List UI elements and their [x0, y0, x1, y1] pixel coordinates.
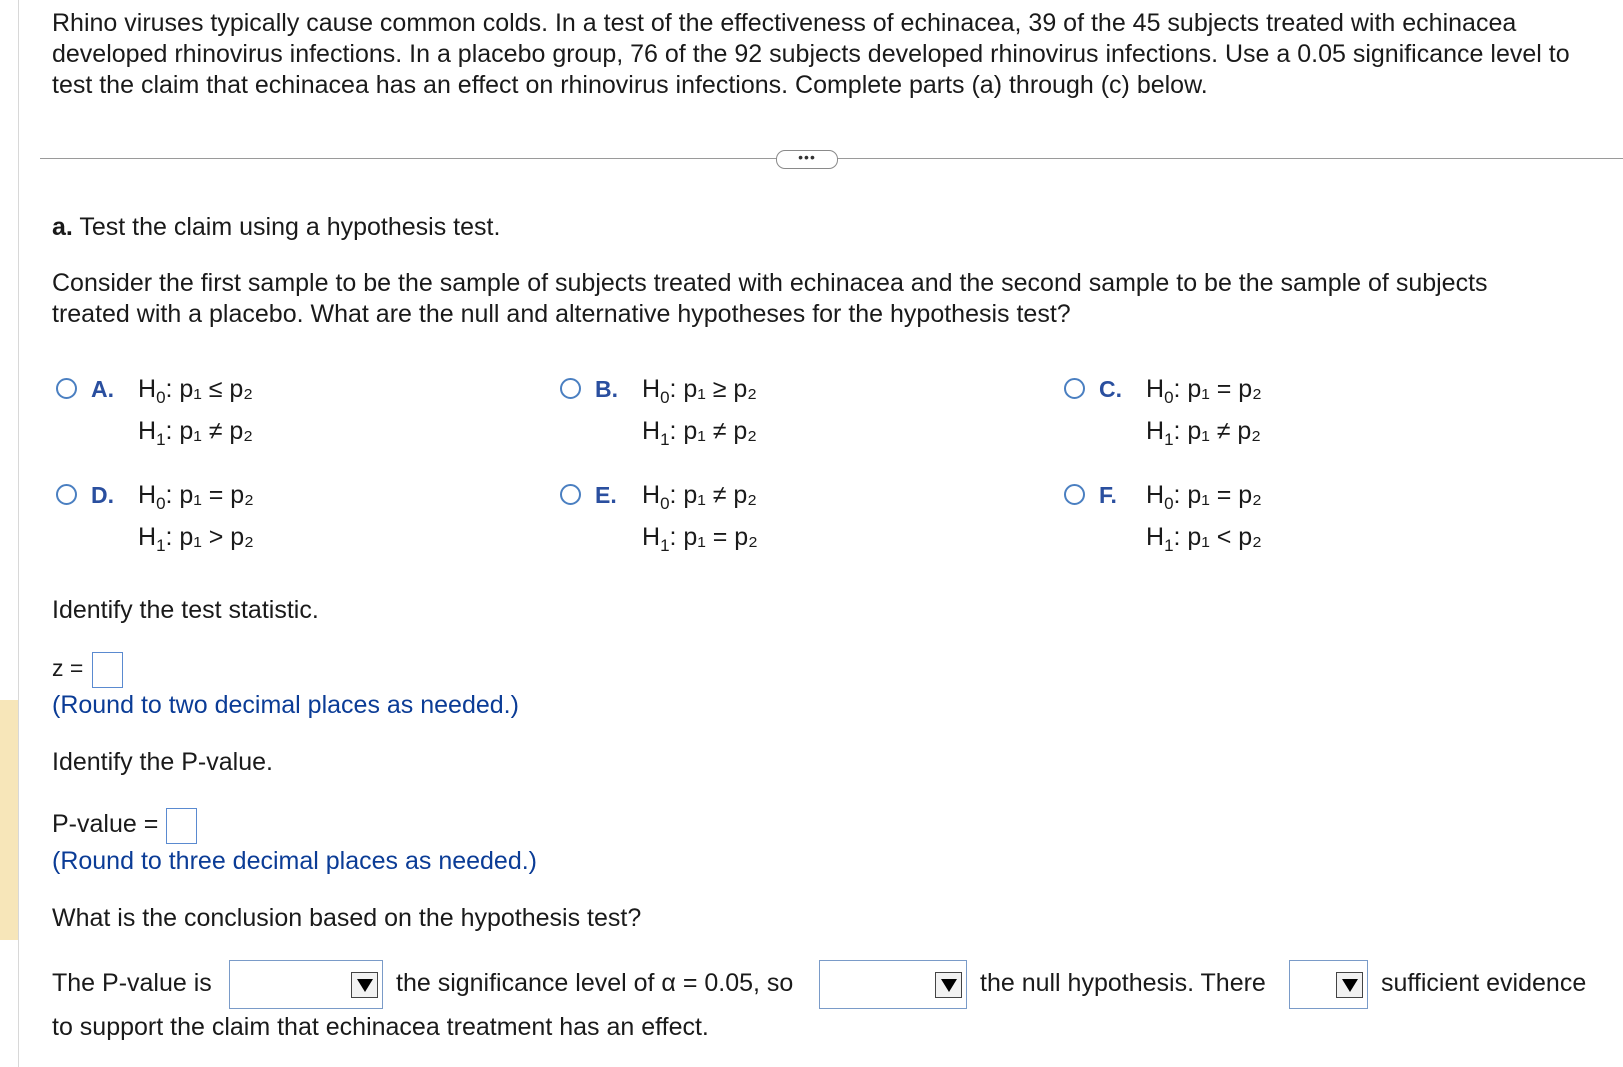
left-border-line — [18, 0, 19, 1067]
radio-e[interactable] — [560, 484, 581, 505]
conclusion-prompt: What is the conclusion based on the hypothesis test? — [52, 904, 642, 932]
z-label: z = — [52, 655, 84, 681]
hypotheses-prompt: Consider the first sample to be the sample of subjects treated with echinacea and the second sample to be the sample of subjects treated with a placebo. What are the null and alternative hypotheses for the hypothesis test? — [52, 269, 1488, 328]
option-b-h1: $H_1$: p₁ ≠ p₂ — [642, 417, 757, 449]
option-b-h0: $H_0$: p₁ ≥ p₂ — [642, 375, 757, 407]
option-e-h1: $H_1$: p₁ = p₂ — [642, 523, 758, 555]
radio-c[interactable] — [1064, 378, 1085, 399]
option-a-h1: $H_1$: p₁ ≠ p₂ — [138, 417, 253, 449]
dropdown-arrow-icon[interactable] — [351, 972, 378, 998]
part-a-heading — [52, 212, 500, 243]
conclusion-text-2: the significance level of α = 0.05, so — [396, 969, 794, 997]
option-e-h0: $H_0$: p₁ ≠ p₂ — [642, 481, 757, 513]
z-input[interactable] — [92, 652, 123, 688]
more-options-button[interactable]: ••• — [776, 150, 838, 169]
z-round-hint: (Round to two decimal places as needed.) — [52, 691, 519, 719]
conclusion-text-3: the null hypothesis. There — [980, 969, 1266, 997]
option-a-h0: $H_0$: p₁ ≤ p₂ — [138, 375, 253, 407]
pvalue-comparison-dropdown[interactable] — [229, 960, 383, 1009]
option-f-h0: $H_0$: p₁ = p₂ — [1146, 481, 1262, 513]
dropdown-arrow-icon[interactable] — [935, 972, 962, 998]
option-d-letter: D. — [91, 482, 114, 508]
pvalue-prompt: Identify the P-value. — [52, 748, 273, 776]
radio-f[interactable] — [1064, 484, 1085, 505]
option-c-letter: C. — [1099, 376, 1122, 402]
option-f-letter: F. — [1099, 482, 1117, 508]
radio-a[interactable] — [56, 378, 77, 399]
option-e-letter: E. — [595, 482, 617, 508]
option-c-h0: $H_0$: p₁ = p₂ — [1146, 375, 1262, 407]
evidence-dropdown[interactable] — [1289, 960, 1368, 1009]
conclusion-text-5: to support the claim that echinacea treatment has an effect. — [52, 1013, 709, 1041]
question-text: Rhino viruses typically cause common colds. In a test of the effectiveness of echinacea, 39 of the 45 subjects treated with echinacea developed rhinovirus infections. In a placebo group, 76 of the 92 subjects developed rhinovirus infections. Use a 0.05 significance level to test the claim that echinacea has an effect on rhinovirus infections. Complete parts (a) through (c) below. — [52, 9, 1570, 99]
radio-d[interactable] — [56, 484, 77, 505]
option-d-h0: $H_0$: p₁ = p₂ — [138, 481, 254, 513]
option-f-h1: $H_1$: p₁ < p₂ — [1146, 523, 1262, 555]
option-a-letter: A. — [91, 376, 114, 402]
option-b-letter: B. — [595, 376, 618, 402]
option-d-h1: $H_1$: p₁ > p₂ — [138, 523, 254, 555]
part-a-heading-text: Test the claim using a hypothesis test. — [72, 213, 501, 241]
test-statistic-prompt: Identify the test statistic. — [52, 596, 319, 624]
pvalue-round-hint: (Round to three decimal places as needed.) — [52, 847, 538, 875]
pvalue-label: P-value = — [52, 810, 159, 838]
part-a-label: a. — [52, 213, 73, 241]
progress-side-marker — [0, 700, 18, 940]
pvalue-input[interactable] — [166, 808, 197, 844]
option-c-h1: $H_1$: p₁ ≠ p₂ — [1146, 417, 1261, 449]
dropdown-arrow-icon[interactable] — [1336, 972, 1363, 998]
conclusion-text-1: The P-value is — [52, 969, 212, 997]
radio-b[interactable] — [560, 378, 581, 399]
reject-decision-dropdown[interactable] — [819, 960, 967, 1009]
conclusion-text-4: sufficient evidence — [1381, 969, 1587, 997]
